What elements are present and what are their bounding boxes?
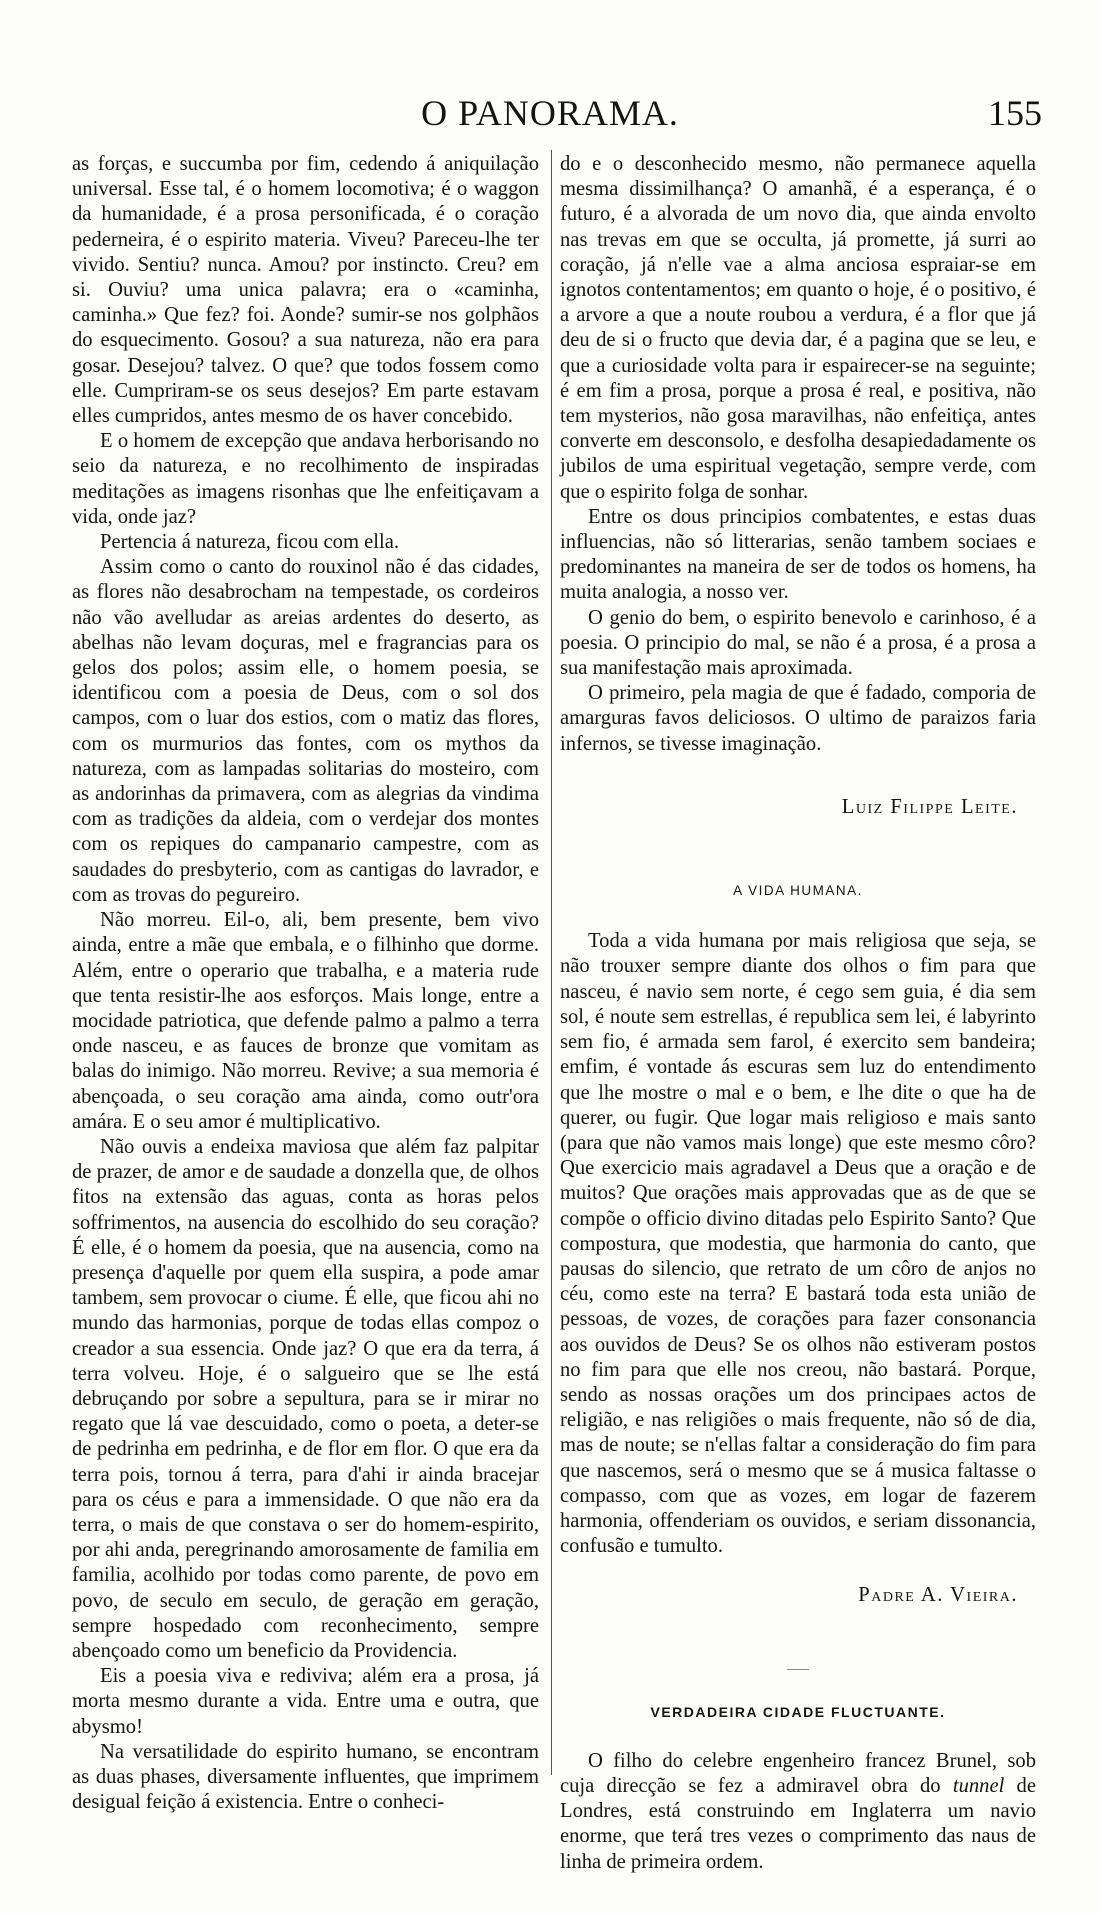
paragraph: Pertencia á natureza, ficou com ella. — [100, 531, 400, 554]
italic-word: tunnel — [952, 1774, 1005, 1797]
page-title: O PANORAMA. — [421, 93, 679, 133]
paragraph: as forças, e succumba por fim, cedendo á aniquilação universal. Esse tal, é o homem locomotiva; é o waggon da humanidade, é a prosa personificada, é o coração pederneira, é o espirito materia. Viveu? Pareceu-lhe ter vivido. Sentiu? nunca. Amou? por instincto. Creu? em si. Ouviu? uma unica palavra; era o «caminha, caminha.» Que fez? foi. Aonde? sumir-se nos golphãos do esquecimento. Gosou? a sua natureza, não era para gosar. Desejou? talvez. O que? que todos fossem como elle. Cumpriram-se os seus desejos? Em parte estavam elles cumpridos, antes mesmo de os haver concebido. — [72, 153, 539, 428]
left-column — [72, 152, 539, 1815]
paragraph: do e o desconhecido mesmo, não permanece aquella mesma dissimilhança? O amanhã, é a esperança, é o futuro, é a alvorada de um novo dia, que ainda envolto nas trevas em que se occulta, já promette, já surri ao coração, já n'elle vae a alma anciosa espraiar-se em ignotos contentamentos; em quanto o hoje, é o positivo, é a arvore a que a noute roubou a verdura, é a flor que já deu de si o fructo que devia dar, é a pagina que se leu, e que a curiosidade volta para ir espairecer-se na seguinte; é em fim a prosa, porque a prosa é real, e positiva, não tem mysterios, não gosa maravilhas, não enfeitiça, antes converte em desconsolo, e desfolha desapiedadamente os jubilos de uma espiritual vegetação, sempre verde, com que o espirito folga de sonhar. — [560, 153, 1036, 503]
author-signature: Padre A. Vieira. — [858, 1584, 1018, 1607]
paragraph: Toda a vida humana por mais religiosa que seja, se não trouxer sempre diante dos olhos o fim para que nasceu, é navio sem norte, é cego sem guia, é dia sem sol, é noute sem estrellas, é republica sem lei, é labyrinto sem fio, é armada sem farol, é exercito sem bandeira; emfim, é vontade ás escuras sem luz do entendimento que lhe mostre o mal e o bem, e lhe dite o que ha de querer, ou fugir. Que logar mais religioso e mais santo (para que não vamos mais longe) que este mesmo côro? Que exercicio mais agradavel a Deus que a oração e de muitos? Que orações mais approvadas que as de que se compõe o officio divino ditadas pelo Espirito Santo? Que compostura, que modestia, que harmonia do canto, que pausas do silencio, que retrato de um côro de anjos no céu, como este na terra? E bastará toda esta união de pessoas, de vozes, de corações para fazer consonancia aos ouvidos de Deus? Se os olhos não estiveram postos no fim para que elle nos creou, não bastará. Porque, sendo as nossas orações um dos principaes actos de religião, e nas religiões o mais frequente, não só de dia, mas de noute; se n'ellas faltar a consideração do fim para que nascemos, será o mesmo que se á musica faltasse o compasso, com que as vozes, em logar de fazerem harmonia, offenderiam os ouvidos, e seriam dissonancia, confusão e tumulto. — [560, 930, 1036, 1558]
section-title: VERDADEIRA CIDADE FLUCTUANTE. — [650, 1703, 946, 1720]
page-header — [0, 92, 1100, 142]
author-signature: Luiz Filippe Leite. — [841, 795, 1018, 818]
paragraph: E o homem de excepção que andava herborisando no seio da natureza, e no recolhimento de inspiradas meditações as imagens risonhas que lhe enfeitiçavam a vida, onde jaz? — [72, 430, 539, 528]
right-column — [560, 152, 1036, 1875]
paragraph: Eis a poesia viva e rediviva; além era a prosa, já morta mesmo durante a vida. Entre uma e outra, que abysmo! — [72, 1665, 539, 1738]
paragraph: Assim como o canto do rouxinol não é das cidades, as flores não desabrocham na tempestade, os cordeiros não vão avelludar as areias ardentes do deserto, as abelhas não levam doçuras, mel e fragrancias para os gelos dos polos; assim elle, o homem poesia, se identificou com a poesia de Deus, com o sol dos campos, com o luar dos estios, com o matiz das flores, com os murmurios das fontes, com os mythos da natureza, com as lampadas solitarias do mosteiro, com as andorinhas da primavera, com as alegrias da vindima com as tradições da aldeia, com o verdejar dos montes com os repiques do campanario campestre, com as saudades do presbyterio, com as cantigas do lavrador, e com as trovas do pegureiro. — [72, 556, 539, 906]
paragraph: Não morreu. Eil-o, ali, bem presente, bem vivo ainda, entre a mãe que embala, e o filhinho que dorme. Além, entre o operario que trabalha, e a materia rude que tenta resistir-lhe aos esforços. Mais longe, entre a mocidade patriotica, que defende palmo a palmo a terra onde nasceu, e as fauces de bronze que vomitam as balas do inimigo. Não morreu. Revive; a sua memoria é abençoada, o seu coração ama ainda, como outr'ora amára. E o seu amor é multiplicativo. — [72, 909, 539, 1133]
paragraph: O primeiro, pela magia de que é fadado, comporia de amarguras favos deliciosos. O ultimo de paraizos faria infernos, se tivesse imaginação. — [560, 682, 1036, 755]
section-separator — [787, 1669, 809, 1670]
column-divider — [551, 150, 552, 1775]
section-title: A VIDA HUMANA. — [733, 883, 863, 899]
paragraph: Entre os dous principios combatentes, e estas duas influencias, não só litterarias, senão tambem sociaes e predominantes na maneira de ser de todos os homens, ha muita analogia, a nosso ver. — [560, 505, 1036, 604]
paragraph — [560, 1749, 1036, 1875]
page-number: 155 — [988, 93, 1042, 133]
paragraph-text: de Londres, está construindo em Inglaterra um navio enorme, que terá tres vezes o comprimento das naus de linha de primeira ordem. — [560, 1774, 1036, 1873]
paragraph: Não ouvis a endeixa maviosa que além faz palpitar de prazer, de amor e de saudade a donzella que, de olhos fitos na extensão das aguas, conta as horas pelos soffrimentos, na ausencia do escolhido do seu coração? É elle, é o homem da poesia, que na ausencia, como na presença d'aquelle por quem ella suspira, a pode amar tambem, sem provocar o ciume. É elle, que ficou ahi no mundo das harmonias, porque de todas ellas compoz o creador a sua essencia. Onde jaz? O que era da terra, á terra volveu. Hoje, é o salgueiro que se lhe está debruçando por sobre a sepultura, para se ir mirar no regato que lá vae descuidado, como o poeta, a deter-se de pedrinha em pedrinha, e de flor em flor. O que era da terra pois, tornou á terra, para d'ahi ir ainda bracejar para os céus e para a immensidade. O que não era da terra, o mais de que constava o ser do homem-espirito, por ahi anda, peregrinando amorosamente de familia em familia, acolhido por todas como parente, de povo em povo, de seculo em seculo, de geração em geração, sempre hospedado com reconhecimento, sempre abençoado como um beneficio da Providencia. — [72, 1135, 539, 1662]
paragraph-text: O filho do celebre engenheiro francez Brunel, sob cuja direcção se fez a admiravel obra do — [560, 1749, 1036, 1797]
paragraph: O genio do bem, o espirito benevolo e carinhoso, é a poesia. O principio do mal, se não é a prosa, é a prosa a sua manifestação mais aproximada. — [560, 606, 1036, 680]
paragraph: Na versatilidade do espirito humano, se encontram as duas phases, diversamente influentes, que imprimem desigual feição á existencia. Entre o conheci- — [72, 1740, 539, 1814]
